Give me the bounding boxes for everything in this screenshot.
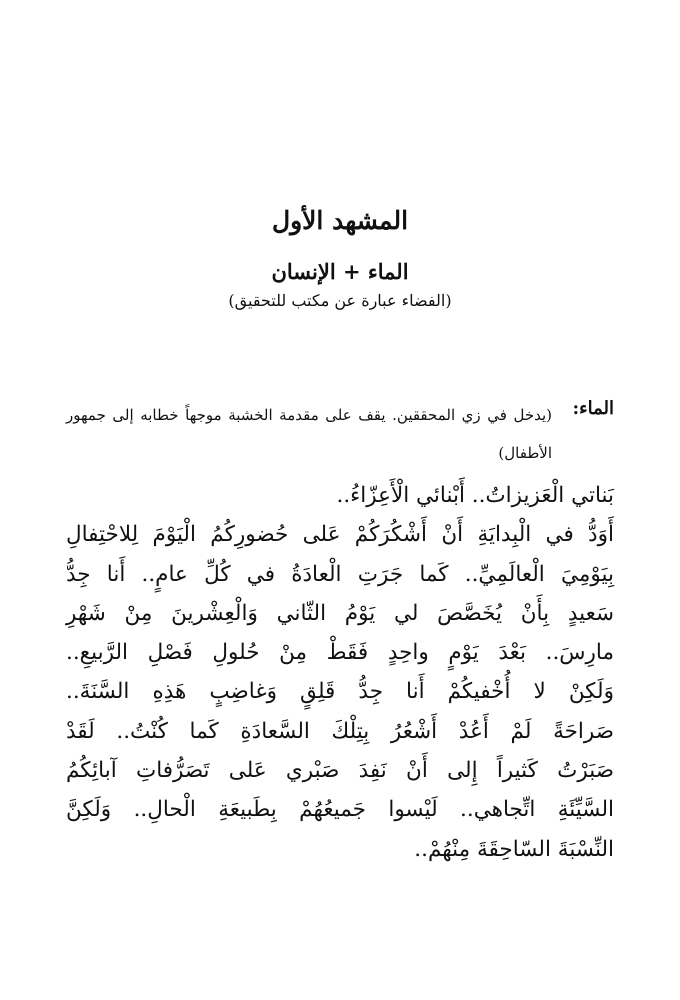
dialogue-line: وَلَكِنْ لا أُخْفيكُمْ أَنا جِدُّ قَلِقٍ وَغاضِبٍ هَذِهِ السَّنَةَ.. xyxy=(66,679,614,705)
dialogue-line: بَناتي الْعَزيزاتُ.. أَبْنائي الْأَعِزّاءُ.. xyxy=(336,483,614,508)
dialogue-line: أَوَدُّ في الْبِدايَةِ أَنْ أَشْكُرَكُمْ عَلى حُضورِكُمُ الْيَوْمَ لِلاحْتِفالِ xyxy=(66,522,614,548)
scene-title: المشهد الأول xyxy=(271,205,409,235)
stage-direction: (يدخل في زي المحققين. يقف على مقدمة الخشبة موجهاً خطابه إلى جمهور الأطفال) xyxy=(66,406,552,462)
scene-setting: (الفضاء عبارة عن مكتب للتحقيق) xyxy=(228,291,452,310)
scene-subtitle: الماء + الإنسان xyxy=(271,259,409,285)
dialogue-line: مارِسَ.. بَعْدَ يَوْمٍ واحِدٍ فَقَطْ مِنْ حُلولِ فَصْلِ الرَّبيعِ.. xyxy=(66,640,614,666)
dialogue-line: سَعيدٍ بِأَنْ يُخَصَّصَ لي يَوْمُ الثّاني وَالْعِشْرينَ مِنْ شَهْرِ xyxy=(66,600,614,626)
dialogue-text xyxy=(66,476,614,869)
dialogue-line: النِّسْبَةَ السّاحِقَةَ مِنْهُمْ.. xyxy=(414,836,614,862)
dialogue-line: صَراحَةً لَمْ أَعُدْ أَشْعُرُ بِتِلْكَ السَّعادَةِ كَما كُنْتُ.. لَقَدْ xyxy=(66,718,614,744)
speaker-name: الماء: xyxy=(572,398,614,419)
dialogue-line: بِيَوْمِيَ الْعالَمِيِّ.. كَما جَرَتِ الْعادَةُ في كُلِّ عامٍ.. أَنا جِدُّ xyxy=(66,561,615,587)
dialogue-line: صَبَرْتُ كَثيراً إِلى أَنْ نَفِدَ صَبْري عَلى تَصَرُّفاتِ آبائِكُمُ xyxy=(66,758,614,784)
dialogue-line: السَّيِّئَةِ اتِّجاهي.. لَيْسوا جَميعُهُمْ بِطَبيعَةِ الْحالِ.. وَلَكِنَّ xyxy=(66,797,614,823)
